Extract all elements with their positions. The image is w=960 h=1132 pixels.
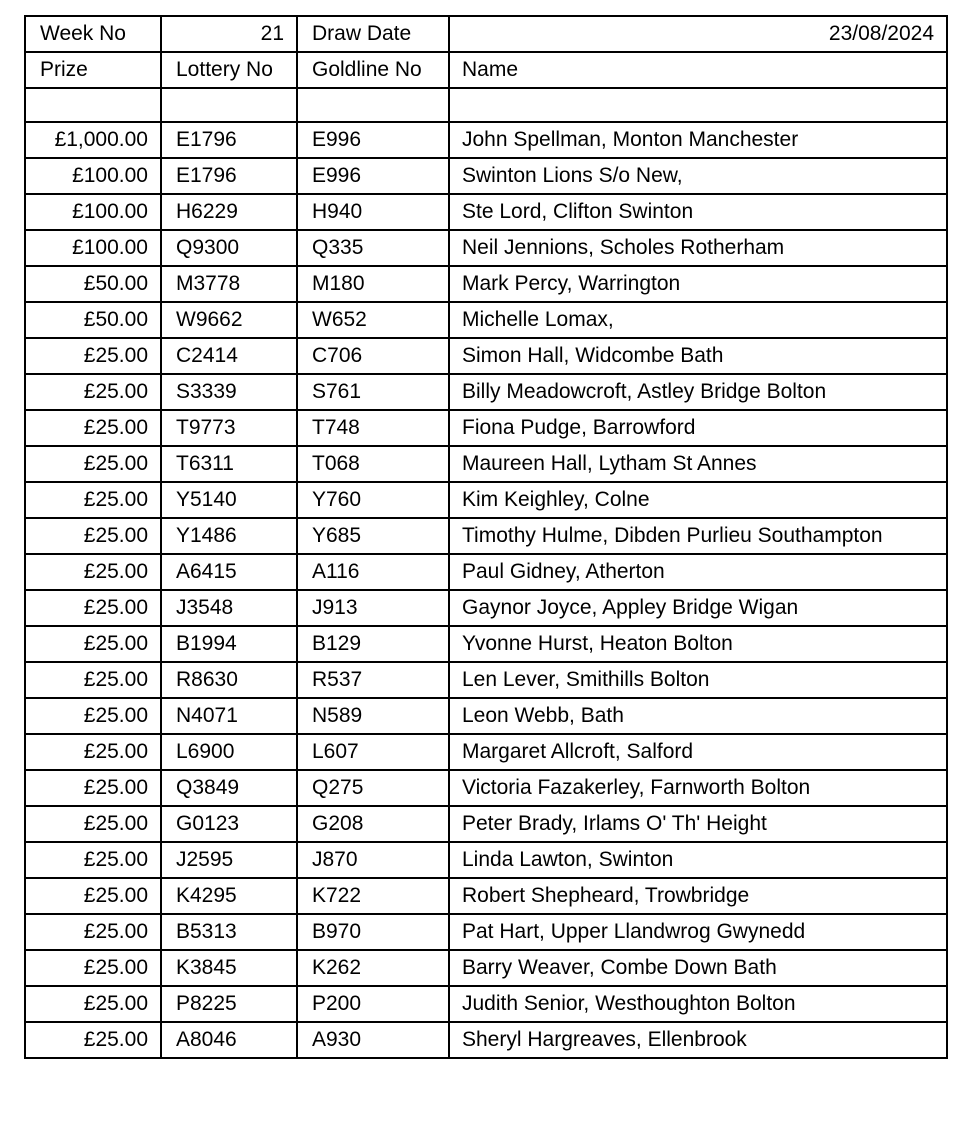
winner-name-cell: Neil Jennions, Scholes Rotherham xyxy=(449,230,947,266)
prize-cell: £50.00 xyxy=(25,302,161,338)
table-row xyxy=(25,842,947,878)
goldline-no-cell: Q275 xyxy=(297,770,449,806)
table-row xyxy=(25,698,947,734)
lottery-no-cell: T6311 xyxy=(161,446,297,482)
goldline-no-cell: Y760 xyxy=(297,482,449,518)
table-row xyxy=(25,626,947,662)
table-row xyxy=(25,446,947,482)
prize-cell: £25.00 xyxy=(25,770,161,806)
lottery-no-cell: Y5140 xyxy=(161,482,297,518)
prize-cell: £50.00 xyxy=(25,266,161,302)
prize-cell: £25.00 xyxy=(25,698,161,734)
winner-name-cell: Kim Keighley, Colne xyxy=(449,482,947,518)
lottery-no-cell: N4071 xyxy=(161,698,297,734)
goldline-no-cell: J913 xyxy=(297,590,449,626)
prize-cell: £100.00 xyxy=(25,194,161,230)
prize-cell: £25.00 xyxy=(25,914,161,950)
table-row xyxy=(25,590,947,626)
lottery-no-header: Lottery No xyxy=(161,52,297,88)
goldline-no-cell: W652 xyxy=(297,302,449,338)
prize-cell: £25.00 xyxy=(25,986,161,1022)
lottery-no-cell: S3339 xyxy=(161,374,297,410)
table-row xyxy=(25,338,947,374)
lottery-no-cell: Q9300 xyxy=(161,230,297,266)
lottery-no-cell: B5313 xyxy=(161,914,297,950)
table-row xyxy=(25,194,947,230)
goldline-no-cell: Y685 xyxy=(297,518,449,554)
prize-cell: £25.00 xyxy=(25,554,161,590)
goldline-no-cell: B970 xyxy=(297,914,449,950)
prize-cell: £25.00 xyxy=(25,374,161,410)
winner-name-cell: Billy Meadowcroft, Astley Bridge Bolton xyxy=(449,374,947,410)
lottery-no-cell: R8630 xyxy=(161,662,297,698)
winner-name-cell: Linda Lawton, Swinton xyxy=(449,842,947,878)
goldline-no-cell: K722 xyxy=(297,878,449,914)
lottery-no-cell: L6900 xyxy=(161,734,297,770)
goldline-no-cell: R537 xyxy=(297,662,449,698)
goldline-no-cell: S761 xyxy=(297,374,449,410)
prize-cell: £1,000.00 xyxy=(25,122,161,158)
prize-cell: £25.00 xyxy=(25,590,161,626)
week-no-value: 21 xyxy=(161,16,297,52)
goldline-no-cell: B129 xyxy=(297,626,449,662)
lottery-no-cell: J2595 xyxy=(161,842,297,878)
prize-cell: £25.00 xyxy=(25,950,161,986)
week-no-label: Week No xyxy=(25,16,161,52)
blank-cell xyxy=(297,88,449,122)
winner-name-cell: Simon Hall, Widcombe Bath xyxy=(449,338,947,374)
lottery-no-cell: K4295 xyxy=(161,878,297,914)
lottery-no-cell: E1796 xyxy=(161,122,297,158)
prize-cell: £25.00 xyxy=(25,338,161,374)
winner-name-cell: Barry Weaver, Combe Down Bath xyxy=(449,950,947,986)
lottery-no-cell: G0123 xyxy=(161,806,297,842)
name-header: Name xyxy=(449,52,947,88)
table-row xyxy=(25,122,947,158)
lottery-no-cell: Y1486 xyxy=(161,518,297,554)
table-row xyxy=(25,374,947,410)
header-row xyxy=(25,52,947,88)
goldline-no-cell: J870 xyxy=(297,842,449,878)
table-row xyxy=(25,302,947,338)
table-row xyxy=(25,1022,947,1058)
goldline-no-cell: Q335 xyxy=(297,230,449,266)
table-row xyxy=(25,770,947,806)
winner-name-cell: John Spellman, Monton Manchester xyxy=(449,122,947,158)
prize-cell: £25.00 xyxy=(25,662,161,698)
prize-cell: £100.00 xyxy=(25,230,161,266)
prize-cell: £25.00 xyxy=(25,1022,161,1058)
prize-cell: £25.00 xyxy=(25,878,161,914)
winner-name-cell: Timothy Hulme, Dibden Purlieu Southampton xyxy=(449,518,947,554)
goldline-no-cell: A930 xyxy=(297,1022,449,1058)
winner-name-cell: Swinton Lions S/o New, xyxy=(449,158,947,194)
prize-cell: £25.00 xyxy=(25,806,161,842)
results-body xyxy=(25,16,947,1058)
goldline-no-cell: A116 xyxy=(297,554,449,590)
blank-cell xyxy=(449,88,947,122)
winner-name-cell: Leon Webb, Bath xyxy=(449,698,947,734)
goldline-no-cell: K262 xyxy=(297,950,449,986)
meta-row xyxy=(25,16,947,52)
table-row xyxy=(25,410,947,446)
winner-name-cell: Michelle Lomax, xyxy=(449,302,947,338)
draw-results-table xyxy=(24,15,948,1059)
lottery-no-cell: C2414 xyxy=(161,338,297,374)
winner-name-cell: Len Lever, Smithills Bolton xyxy=(449,662,947,698)
goldline-no-cell: G208 xyxy=(297,806,449,842)
prize-cell: £25.00 xyxy=(25,446,161,482)
table-row xyxy=(25,230,947,266)
goldline-no-cell: E996 xyxy=(297,158,449,194)
table-row xyxy=(25,554,947,590)
lottery-no-cell: A8046 xyxy=(161,1022,297,1058)
winner-name-cell: Sheryl Hargreaves, Ellenbrook xyxy=(449,1022,947,1058)
winner-name-cell: Paul Gidney, Atherton xyxy=(449,554,947,590)
winner-name-cell: Judith Senior, Westhoughton Bolton xyxy=(449,986,947,1022)
winner-name-cell: Gaynor Joyce, Appley Bridge Wigan xyxy=(449,590,947,626)
table-row xyxy=(25,986,947,1022)
prize-cell: £25.00 xyxy=(25,518,161,554)
lottery-no-cell: K3845 xyxy=(161,950,297,986)
prize-cell: £100.00 xyxy=(25,158,161,194)
goldline-no-cell: P200 xyxy=(297,986,449,1022)
table-row xyxy=(25,482,947,518)
prize-cell: £25.00 xyxy=(25,734,161,770)
lottery-no-cell: H6229 xyxy=(161,194,297,230)
table-row xyxy=(25,518,947,554)
table-row xyxy=(25,662,947,698)
goldline-no-cell: L607 xyxy=(297,734,449,770)
table-row xyxy=(25,950,947,986)
winner-name-cell: Ste Lord, Clifton Swinton xyxy=(449,194,947,230)
lottery-no-cell: W9662 xyxy=(161,302,297,338)
lottery-no-cell: M3778 xyxy=(161,266,297,302)
prize-cell: £25.00 xyxy=(25,842,161,878)
lottery-no-cell: J3548 xyxy=(161,590,297,626)
lottery-no-cell: A6415 xyxy=(161,554,297,590)
lottery-no-cell: B1994 xyxy=(161,626,297,662)
lottery-no-cell: E1796 xyxy=(161,158,297,194)
winner-name-cell: Maureen Hall, Lytham St Annes xyxy=(449,446,947,482)
prize-cell: £25.00 xyxy=(25,410,161,446)
goldline-no-cell: N589 xyxy=(297,698,449,734)
lottery-no-cell: Q3849 xyxy=(161,770,297,806)
winner-name-cell: Robert Shepheard, Trowbridge xyxy=(449,878,947,914)
winner-name-cell: Fiona Pudge, Barrowford xyxy=(449,410,947,446)
goldline-no-cell: T748 xyxy=(297,410,449,446)
lottery-no-cell: T9773 xyxy=(161,410,297,446)
winner-name-cell: Margaret Allcroft, Salford xyxy=(449,734,947,770)
table-row xyxy=(25,734,947,770)
winner-name-cell: Yvonne Hurst, Heaton Bolton xyxy=(449,626,947,662)
winner-name-cell: Victoria Fazakerley, Farnworth Bolton xyxy=(449,770,947,806)
prize-cell: £25.00 xyxy=(25,626,161,662)
goldline-no-cell: T068 xyxy=(297,446,449,482)
winner-name-cell: Peter Brady, Irlams O' Th' Height xyxy=(449,806,947,842)
draw-date-value: 23/08/2024 xyxy=(449,16,947,52)
goldline-no-cell: E996 xyxy=(297,122,449,158)
goldline-no-cell: C706 xyxy=(297,338,449,374)
winner-name-cell: Mark Percy, Warrington xyxy=(449,266,947,302)
table-row xyxy=(25,158,947,194)
table-row xyxy=(25,806,947,842)
lottery-no-cell: P8225 xyxy=(161,986,297,1022)
table-row xyxy=(25,878,947,914)
prize-cell: £25.00 xyxy=(25,482,161,518)
blank-cell xyxy=(161,88,297,122)
goldline-no-cell: M180 xyxy=(297,266,449,302)
goldline-no-cell: H940 xyxy=(297,194,449,230)
blank-cell xyxy=(25,88,161,122)
draw-date-label: Draw Date xyxy=(297,16,449,52)
winner-name-cell: Pat Hart, Upper Llandwrog Gwynedd xyxy=(449,914,947,950)
goldline-no-header: Goldline No xyxy=(297,52,449,88)
blank-row xyxy=(25,88,947,122)
table-row xyxy=(25,266,947,302)
table-row xyxy=(25,914,947,950)
prize-header: Prize xyxy=(25,52,161,88)
